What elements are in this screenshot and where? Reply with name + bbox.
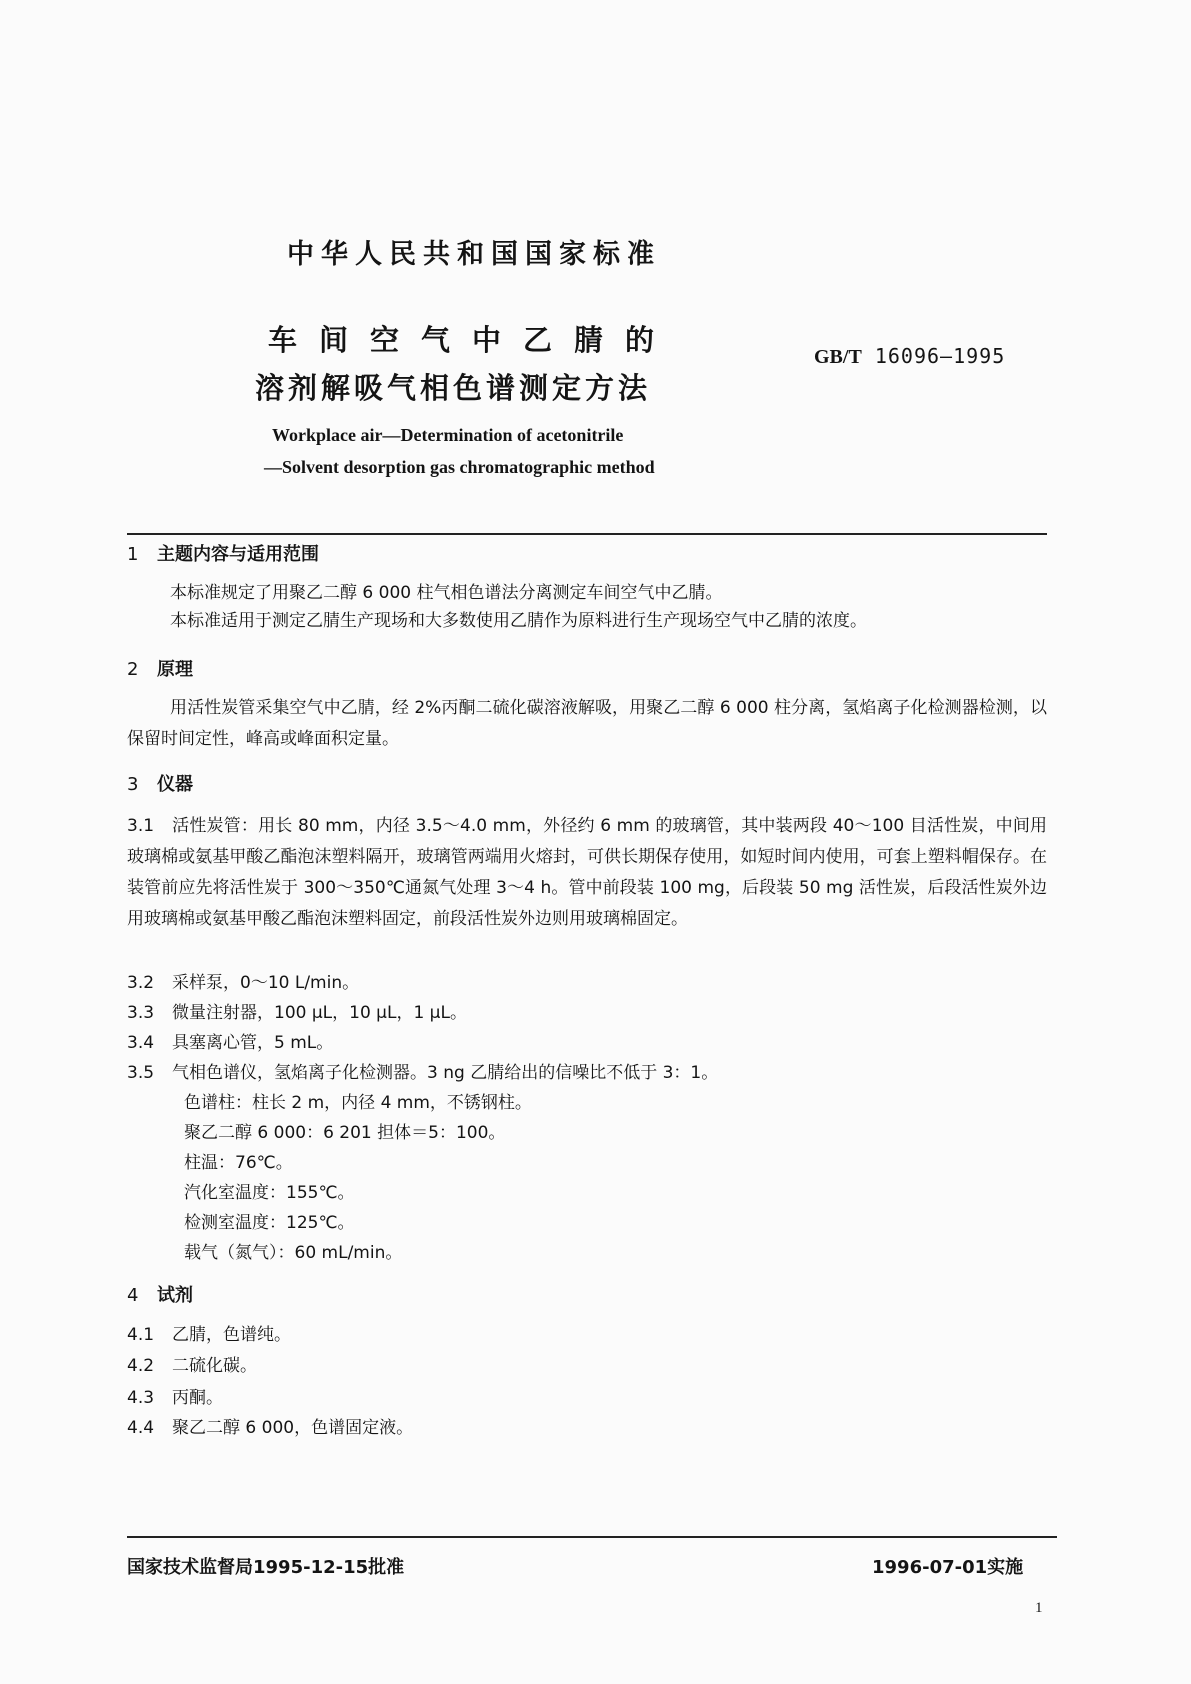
item-number: 4.4 <box>127 1418 155 1438</box>
effective-date: 1996-07-01实施 <box>872 1557 1024 1578</box>
section-3-item-2 <box>127 968 359 993</box>
item-number: 4.2 <box>127 1356 155 1376</box>
section-3-item-5 <box>127 1058 718 1083</box>
section-number: 4 <box>127 1285 139 1306</box>
chromatography-condition-carrier-gas: 载气（氮气）：60 mL/min。 <box>184 1243 403 1263</box>
approval-info: 国家技术监督局1995-12-15批准 <box>127 1557 405 1578</box>
standard-prefix: GB/T <box>814 346 862 368</box>
english-title-line1: Workplace air—Determination of acetonitrile <box>272 425 624 445</box>
section-number: 2 <box>127 659 139 680</box>
document-title-line1: 车间空气中乙腈的 <box>268 323 677 357</box>
section-4-item-2 <box>127 1351 257 1376</box>
chromatography-condition-column: 色谱柱：柱长 2 m，内径 4 mm，不锈钢柱。 <box>184 1093 532 1113</box>
item-text: 二硫化碳。 <box>172 1356 257 1376</box>
section-title: 仪器 <box>157 774 193 795</box>
section-title: 试剂 <box>157 1285 193 1306</box>
section-number: 3 <box>127 774 139 795</box>
section-4-item-4 <box>127 1413 413 1438</box>
standard-code: 16096—1995 <box>874 344 1006 368</box>
document-title-line2: 溶剂解吸气相色谱测定方法 <box>255 371 652 405</box>
section-3-item-4 <box>127 1028 333 1053</box>
item-number: 3.3 <box>127 1003 155 1023</box>
chromatography-condition-column-temp: 柱温：76℃。 <box>184 1153 293 1173</box>
item-text: 气相色谱仪，氢焰离子化检测器。3 ng 乙腈给出的信噪比不低于 3：1。 <box>172 1063 719 1083</box>
section-1-paragraph-1: 本标准规定了用聚乙二醇 6 000 柱气相色谱法分离测定车间空气中乙腈。 <box>170 583 723 603</box>
footer-divider <box>127 1536 1057 1538</box>
item-text: 聚乙二醇 6 000，色谱固定液。 <box>172 1418 414 1438</box>
item-number: 4.1 <box>127 1325 155 1345</box>
page-number: 1 <box>1035 1600 1043 1616</box>
section-title: 主题内容与适用范围 <box>157 544 319 565</box>
section-2-heading <box>127 655 193 681</box>
section-3-heading <box>127 770 193 796</box>
chromatography-condition-detector-temp: 检测室温度：125℃。 <box>184 1213 355 1233</box>
section-4-heading <box>127 1281 193 1307</box>
section-3-item-1 <box>127 811 1047 935</box>
item-number: 3.5 <box>127 1063 155 1083</box>
section-1-heading <box>127 540 319 566</box>
english-title-line2: —Solvent desorption gas chromatographic method <box>264 457 655 477</box>
section-1-paragraph-2: 本标准适用于测定乙腈生产现场和大多数使用乙腈作为原料进行生产现场空气中乙腈的浓度。 <box>170 611 867 631</box>
item-text: 具塞离心管，5 mL。 <box>172 1033 334 1053</box>
header-divider <box>127 533 1047 535</box>
item-text: 采样泵，0～10 L/min。 <box>172 973 360 993</box>
section-4-item-3 <box>127 1383 223 1408</box>
standard-number <box>814 344 1005 369</box>
item-number: 4.3 <box>127 1388 155 1408</box>
item-number: 3.4 <box>127 1033 155 1053</box>
item-number: 3.2 <box>127 973 155 993</box>
item-text: 乙腈，色谱纯。 <box>172 1325 291 1345</box>
chromatography-condition-vaporizer-temp: 汽化室温度：155℃。 <box>184 1183 355 1203</box>
section-4-item-1 <box>127 1320 291 1345</box>
section-2-paragraph-1: 用活性炭管采集空气中乙腈，经 2%丙酮二硫化碳溶液解吸，用聚乙二醇 6 000 柱分离，氢焰离子化检测器检测，以保留时间定性，峰高或峰面积定量。 <box>127 698 1047 749</box>
national-standard-heading: 中华人民共和国国家标准 <box>287 239 661 270</box>
item-text: 活性炭管：用长 80 mm，内径 3.5～4.0 mm，外径约 6 mm 的玻璃管，其中装两段 40～100 目活性炭，中间用玻璃棉或氨基甲酸乙酯泡沫塑料隔开，玻璃管两端用火熔封，可供长期保存使用，如短时间内使用，可套上塑料帽保存。在装管前应先将活性炭于 300～350℃通氮气处理 3～4 h。管中前段装 100 mg，后段装 50 mg 活性炭，后段活性炭外边用玻璃棉或氨基甲酸乙酯泡沫塑料固定，前段活性炭外边则用玻璃棉固定。 <box>127 816 1047 929</box>
chromatography-condition-packing: 聚乙二醇 6 000：6 201 担体＝5：100。 <box>184 1123 506 1143</box>
section-title: 原理 <box>157 659 193 680</box>
item-text: 微量注射器，100 μL，10 μL，1 μL。 <box>172 1003 467 1023</box>
section-number: 1 <box>127 544 139 565</box>
section-3-item-3 <box>127 998 467 1023</box>
item-number: 3.1 <box>127 816 155 836</box>
item-text: 丙酮。 <box>172 1388 223 1408</box>
